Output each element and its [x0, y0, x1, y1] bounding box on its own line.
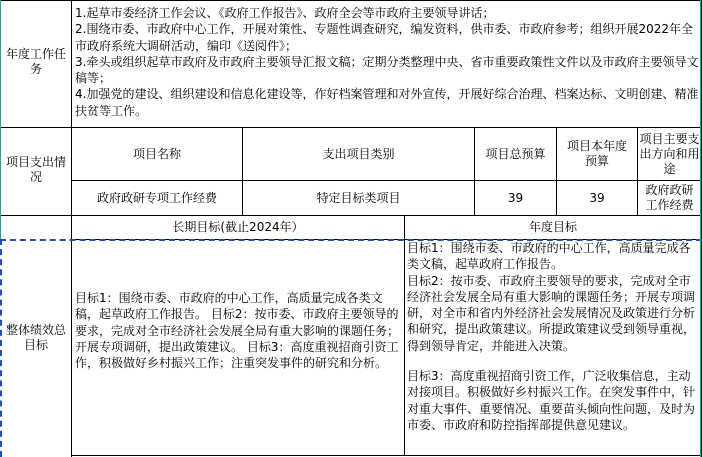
annual-task-item: 1.起草市委经济工作会议、《政府工作报告》、政府全会等市政府主要领导讲话；	[75, 6, 495, 20]
annual-tasks-label: 年度工作任务	[6, 47, 67, 76]
long-term-goals-text: 目标1：围绕市委、市政府的中心工作，高质量完成各类文稿，起草政府工作报告。 目标2：按市委、市政府主要领导的要求，完成对全市经济社会发展全局有重大影响的课题任务；开展专项调研，提出政策建议。 目标3：高度重视招商引资工作，积极做好乡村振兴工作；注重突发事件的研究和分析。	[75, 291, 400, 371]
annual-goal-item: 目标1：围绕市委、市政府的中心工作，高质量完成各类文稿，起草政府工作报告。	[407, 241, 691, 272]
header-total-budget: 项目总预算	[485, 146, 546, 161]
header-expense-category: 支出项目类别	[322, 146, 395, 161]
performance-goals-label: 整体绩效总目标	[5, 323, 66, 352]
annual-tasks-content	[75, 5, 699, 125]
row-line-top	[0, 0, 702, 1]
header-project-name: 项目名称	[132, 146, 181, 161]
row-annual-budget: 39	[589, 190, 605, 205]
selection-outline-left	[0, 239, 2, 457]
annual-goals-content	[407, 240, 700, 454]
row-total-budget: 39	[507, 190, 524, 205]
header-annual-budget: 项目本年度预算	[566, 139, 627, 168]
long-term-goals-header: 长期目标(截止2024年）	[172, 220, 304, 234]
header-spending-direction: 项目主要支出方向和用途	[639, 131, 700, 176]
row-project-name: 政府政研专项工作经费	[96, 190, 217, 205]
annual-task-item: 4.加强党的建设、组织建设和信息化建设等，作好档案管理和对外宣传，开展好综合治理、档案达标、文明创建、精准扶贫等工作。	[75, 87, 699, 118]
col-line-goals-mid	[404, 215, 405, 455]
annual-goal-item: 目标3：高度重视招商引资工作，广泛收集信息，主动对接项目。积极做好乡村振兴工作。在突发事件中，针对重大事件、重要情况、重要苗头倾向性问题，及时为市委、市政府和防控指挥部提供意见建议。	[407, 369, 696, 432]
row-spending-direction: 政府政研工作经费	[645, 183, 694, 212]
accent-line-left	[0, 0, 1, 239]
annual-goal-item: 目标2：按市委、市政府主要领导的要求，完成对全市经济社会发展全局有重大影响的课题任务；开展专项调研，对全市和省内外经济社会发展情况及政策进行分析和研究，提出政策建议。所提政策建议受到领导重视，得到领导肯定，并能进入决策。	[407, 273, 696, 353]
row-line-goals-bottom	[72, 455, 702, 456]
row-expense-category: 特定目标类项目	[316, 190, 401, 205]
annual-task-item: 3.牵头或组织起草市政府及市政府主要领导汇报文稿；定期分类整理中央、省市重要政策性文件以及市政府主要领导文稿等；	[75, 54, 699, 86]
project-expenditure-label: 项目支出情况	[5, 155, 66, 184]
annual-goals-header: 年度目标	[528, 220, 577, 234]
annual-task-item: 2.围绕市委、市政府中心工作，开展对策性、专题性调查研究，编发资料，供市委、市政府参考；组织开展2022年全市政府系统大调研活动，编印《送阅件》；	[75, 22, 693, 53]
